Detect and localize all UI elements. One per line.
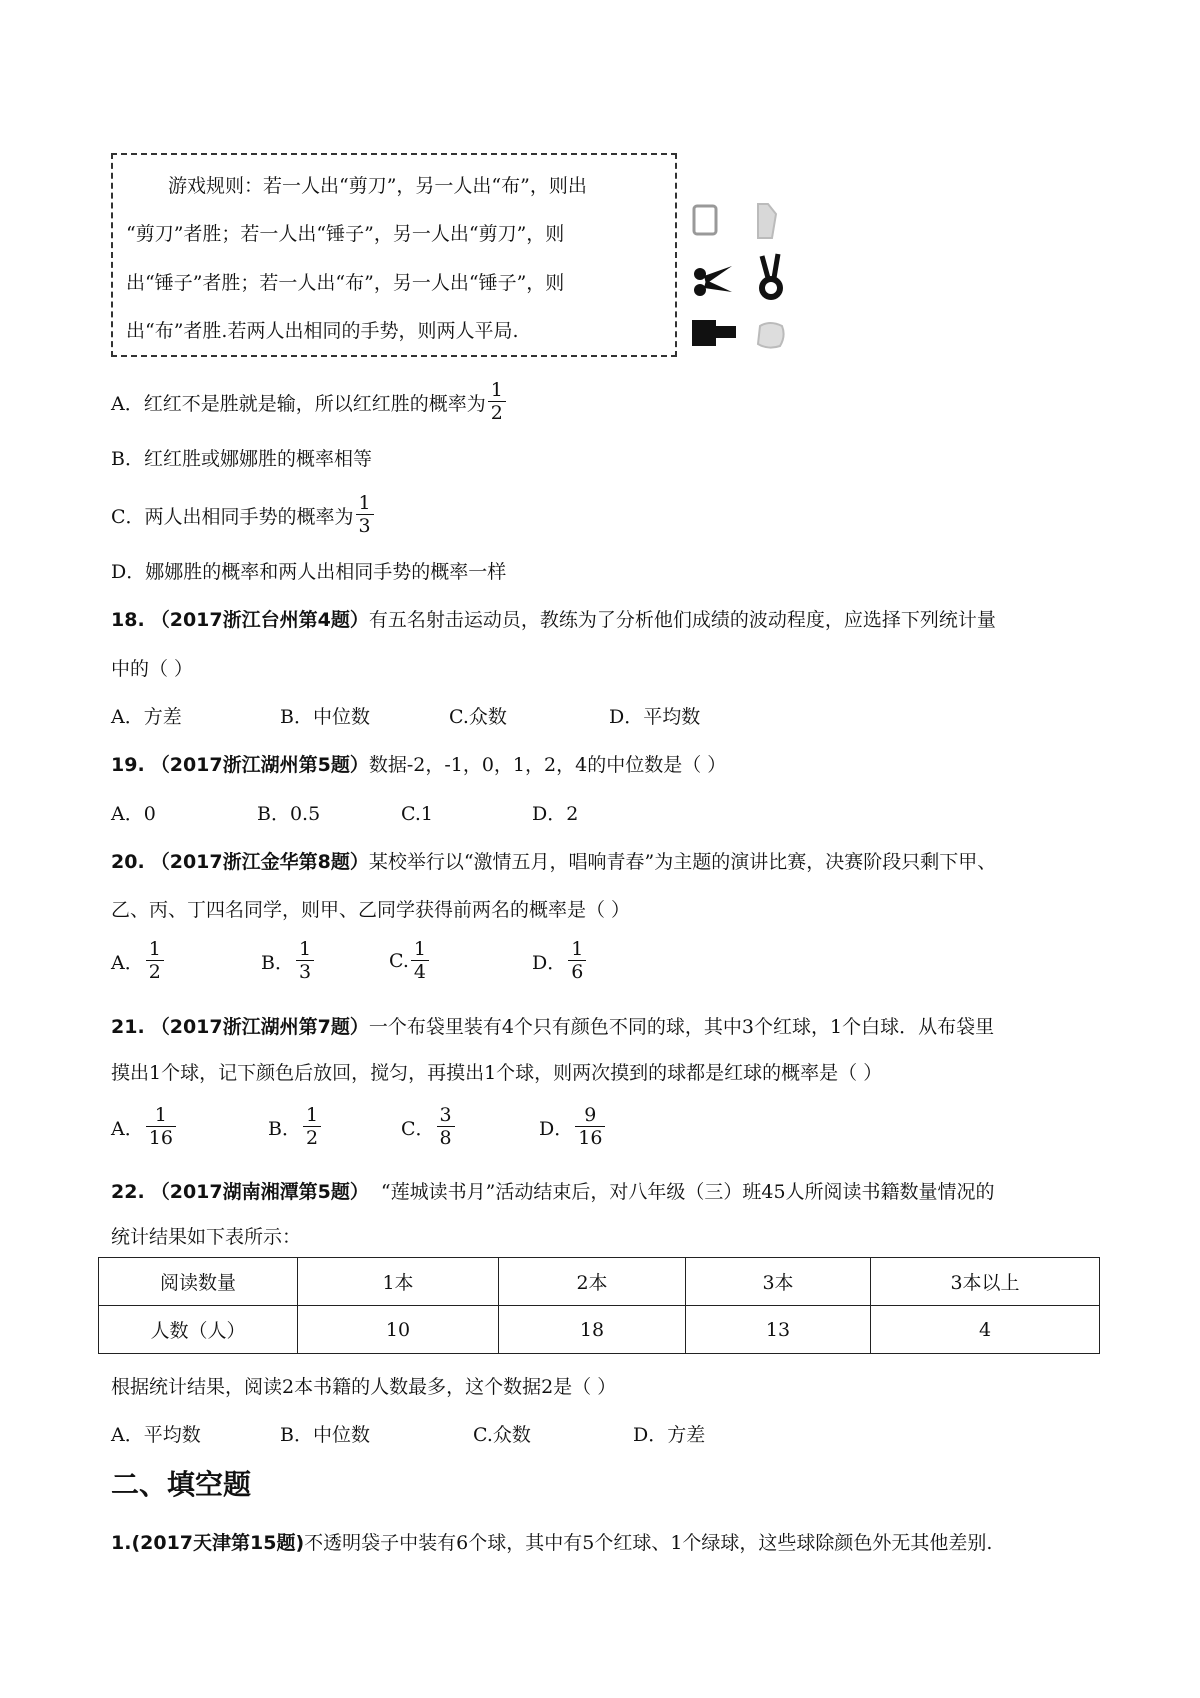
question-source: （2017浙江台州第4题） — [150, 609, 369, 631]
denominator: 16 — [146, 1126, 176, 1149]
fraction — [146, 940, 164, 983]
option-label: A． — [111, 951, 144, 974]
option-label: A． — [111, 1117, 144, 1140]
rules-line-2: “剪刀”者胜；若一人出“锤子”，另一人出“剪刀”，则 — [126, 223, 565, 245]
fraction — [356, 494, 374, 537]
denominator: 2 — [488, 401, 506, 424]
numerator: 1 — [154, 1104, 167, 1126]
numerator: 1 — [148, 938, 161, 960]
q19-option-c: C.1 — [401, 803, 433, 825]
option-label: C. — [389, 950, 409, 973]
victory-hand-icon — [759, 254, 783, 300]
q21-option-c — [401, 1106, 457, 1149]
q22-option-d: D．方差 — [633, 1424, 706, 1446]
denominator: 6 — [568, 960, 586, 983]
q19-option-a: A．0 — [111, 803, 156, 825]
numerator: 1 — [413, 938, 426, 960]
rules-line-3: 出“锤子”者胜；若一人出“布”，另一人出“锤子”，则 — [126, 272, 565, 294]
q22-option-a: A．平均数 — [111, 1424, 201, 1446]
question-number: 20. — [111, 851, 145, 873]
q19-line-1 — [111, 756, 726, 775]
table-header-cell: 3本 — [686, 1258, 871, 1306]
q17-option-a-text: A．红红不是胜就是输，所以红红胜的概率为 — [111, 392, 486, 415]
q18-line-2: 中的（ ） — [111, 658, 194, 680]
table-row — [99, 1258, 1100, 1306]
option-label: D． — [532, 951, 567, 974]
option-label: B． — [268, 1117, 301, 1140]
paper-hand-icon — [758, 204, 776, 238]
question-number: 18. — [111, 609, 145, 631]
paper-icon — [694, 206, 716, 234]
q20-line-1 — [111, 853, 996, 872]
table-header-cell: 3本以上 — [871, 1258, 1100, 1306]
question-text: 一个布袋里装有4个只有颜色不同的球，其中3个红球，1个白球．从布袋里 — [368, 1016, 995, 1038]
scissors-icon — [694, 266, 732, 296]
rules-line-1: 游戏规则：若一人出“剪刀”，另一人出“布”，则出 — [168, 175, 587, 197]
hand-gesture-icons — [688, 196, 798, 361]
numerator: 1 — [571, 938, 584, 960]
q20-option-a — [111, 940, 166, 983]
question-number: 19. — [111, 754, 145, 776]
fraction — [303, 1106, 321, 1149]
q20-option-c — [389, 940, 431, 983]
fill1-line-1 — [111, 1534, 992, 1553]
denominator: 2 — [146, 960, 164, 983]
q18-option-a: A．方差 — [111, 706, 182, 728]
numerator: 1 — [298, 938, 312, 960]
q17-option-c-text: C．两人出相同手势的概率为 — [111, 505, 354, 528]
q18-option-c: C.众数 — [449, 706, 507, 728]
numerator: 1 — [305, 1104, 319, 1126]
q21-option-d — [539, 1106, 607, 1149]
fraction — [146, 1106, 176, 1149]
denominator: 2 — [303, 1126, 321, 1149]
table-cell: 4 — [871, 1306, 1100, 1354]
option-label: B． — [261, 951, 294, 974]
question-source: （2017浙江湖州第5题） — [150, 754, 369, 776]
q22-line-1 — [111, 1183, 995, 1202]
q18-option-b: B．中位数 — [280, 706, 370, 728]
q18-option-d: D．平均数 — [609, 706, 701, 728]
fraction — [575, 1106, 605, 1149]
fraction — [437, 1106, 455, 1149]
table-header-cell: 1本 — [298, 1258, 499, 1306]
q17-option-d: D．娜娜胜的概率和两人出相同手势的概率一样 — [111, 561, 507, 583]
table-cell: 10 — [298, 1306, 499, 1354]
table-header-cell: 2本 — [499, 1258, 686, 1306]
option-label: C． — [401, 1117, 435, 1140]
reading-stats-table — [98, 1257, 1100, 1354]
fraction — [488, 381, 506, 424]
question-number: 21. — [111, 1016, 145, 1038]
numerator: 1 — [490, 379, 503, 401]
question-source: (2017天津第15题) — [131, 1532, 305, 1554]
table-cell: 人数（人） — [99, 1306, 298, 1354]
q19-option-d: D．2 — [532, 803, 579, 825]
question-source: （2017湖南湘潭第5题） — [150, 1181, 369, 1203]
fraction — [568, 940, 586, 983]
q22-option-c: C.众数 — [473, 1424, 531, 1446]
q22-after-text: 根据统计结果，阅读2本书籍的人数最多，这个数据2是（ ） — [111, 1376, 617, 1398]
denominator: 8 — [437, 1126, 455, 1149]
question-text: 某校举行以“激情五月，唱响青春”为主题的演讲比赛，决赛阶段只剩下甲、 — [368, 851, 997, 873]
q17-option-c — [111, 494, 376, 537]
table-cell: 13 — [686, 1306, 871, 1354]
fraction — [296, 940, 314, 983]
denominator: 3 — [356, 514, 374, 537]
numerator: 1 — [358, 492, 371, 514]
option-label: D． — [539, 1117, 574, 1140]
q21-line-2: 摸出1个球，记下颜色后放回，搅匀，再摸出1个球，则两次摸到的球都是红球的概率是（ ） — [111, 1062, 883, 1084]
table-cell: 18 — [499, 1306, 686, 1354]
question-source: （2017浙江湖州第7题） — [150, 1016, 369, 1038]
q17-option-a — [111, 381, 508, 424]
question-text: 数据-2，-1，0，1，2，4的中位数是（ ） — [368, 754, 727, 776]
denominator: 4 — [411, 960, 429, 983]
q21-option-b — [268, 1106, 323, 1149]
fraction — [411, 940, 429, 983]
table-row — [99, 1306, 1100, 1354]
q21-option-a — [111, 1106, 178, 1149]
q17-option-b: B．红红胜或娜娜胜的概率相等 — [111, 448, 372, 470]
table-header-cell: 阅读数量 — [99, 1258, 298, 1306]
numerator: 9 — [584, 1104, 597, 1126]
hammer-icon — [692, 320, 736, 346]
q20-option-d — [532, 940, 588, 983]
q22-option-b: B．中位数 — [280, 1424, 370, 1446]
denominator: 3 — [296, 960, 314, 983]
numerator: 3 — [439, 1104, 452, 1126]
question-number: 22. — [111, 1181, 145, 1203]
rules-line-4: 出“布”者胜.若两人出相同的手势，则两人平局. — [126, 320, 519, 342]
fist-icon — [758, 323, 784, 348]
q20-line-2: 乙、丙、丁四名同学，则甲、乙同学获得前两名的概率是（ ） — [111, 899, 631, 921]
question-source: （2017浙江金华第8题） — [150, 851, 369, 873]
question-text: “莲城读书月”活动结束后，对八年级（三）班45人所阅读书籍数量情况的 — [380, 1181, 995, 1203]
q19-option-b: B．0.5 — [257, 803, 321, 825]
q22-line-2: 统计结果如下表所示： — [111, 1226, 302, 1248]
q21-line-1 — [111, 1018, 994, 1037]
q20-option-b — [261, 940, 316, 983]
denominator: 16 — [575, 1126, 605, 1149]
question-number: 1. — [111, 1532, 132, 1554]
question-text: 不透明袋子中装有6个球，其中有5个红球、1个绿球，这些球除颜色外无其他差别. — [304, 1532, 993, 1554]
question-text: 有五名射击运动员，教练为了分析他们成绩的波动程度，应选择下列统计量 — [368, 609, 996, 631]
section-title: 二、填空题 — [111, 1468, 252, 1501]
q18-line-1 — [111, 611, 996, 630]
